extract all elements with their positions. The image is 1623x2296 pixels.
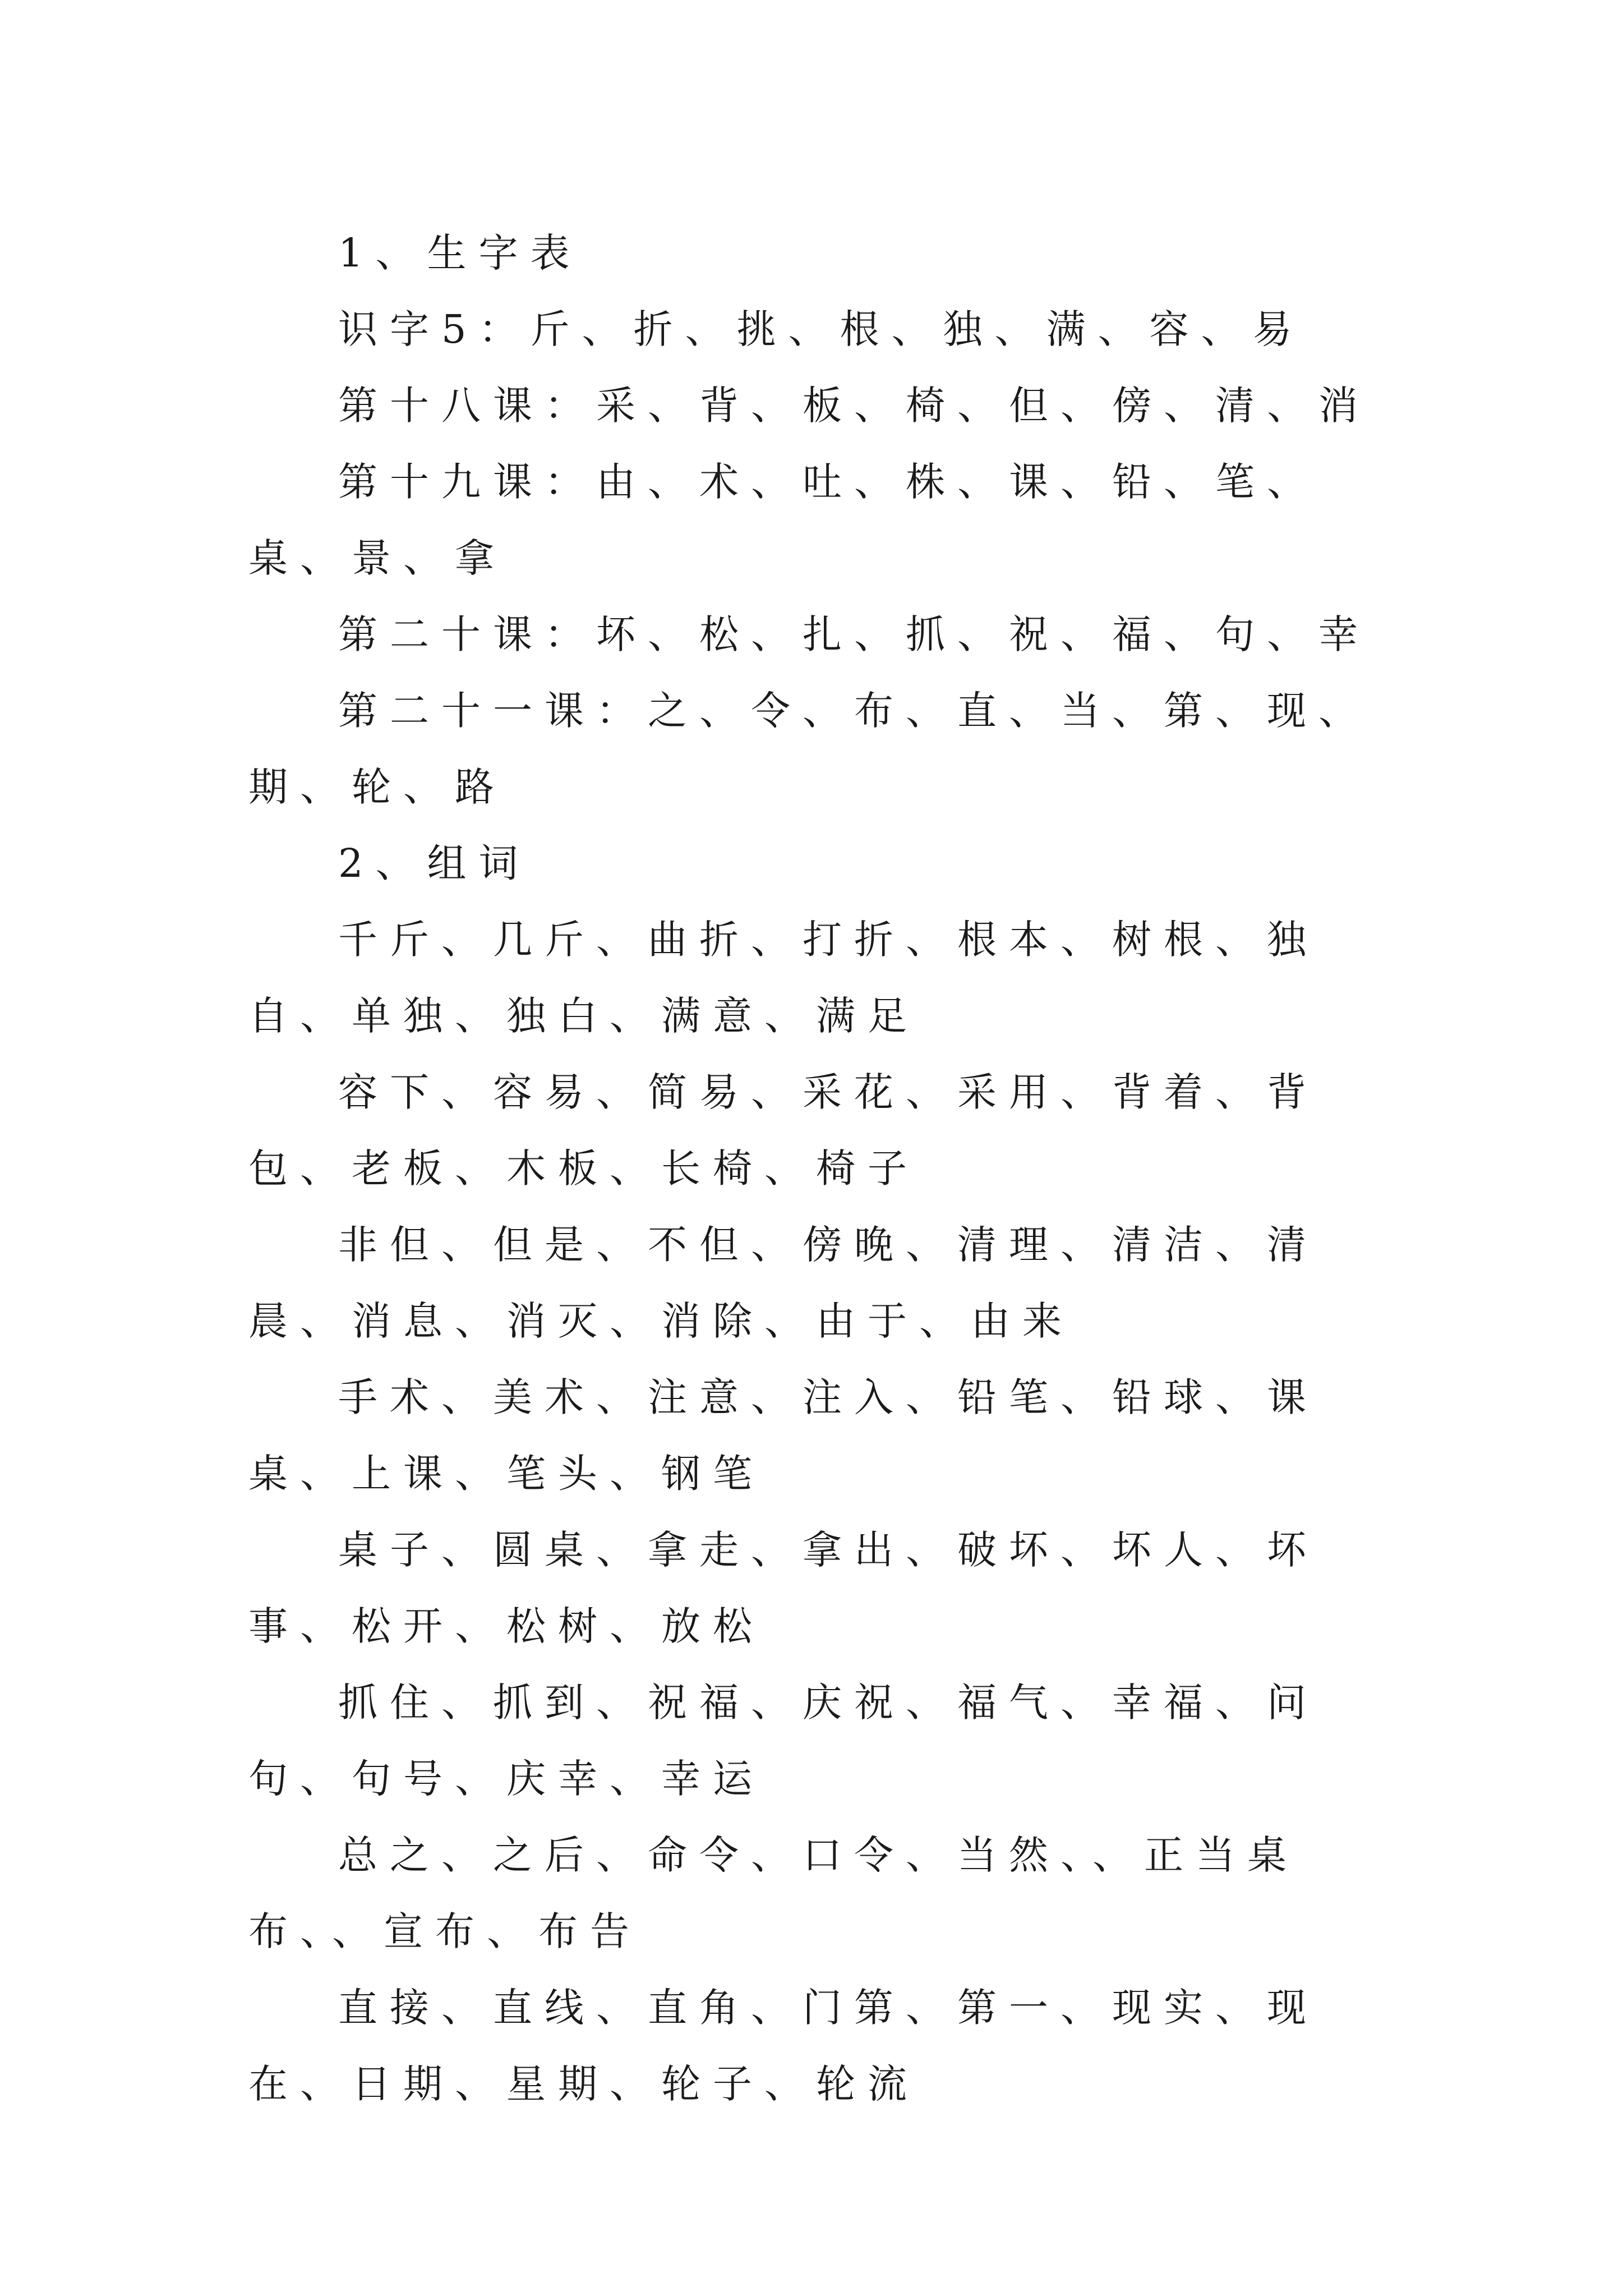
word-group-paragraph: 桌子、圆桌、拿走、拿出、破坏、坏人、坏事、松开、松树、放松 (248, 1527, 1318, 1649)
word-group-paragraph: 非但、但是、不但、傍晚、清理、清洁、清晨、消息、消灭、消除、由于、由来 (248, 1222, 1318, 1344)
word-group-paragraph: 千斤、几斤、曲折、打折、根本、树根、独自、单独、独白、满意、满足 (248, 917, 1318, 1039)
word-group-paragraph: 直接、直线、直角、门第、第一、现实、现在、日期、星期、轮子、轮流 (248, 1985, 1318, 2107)
lesson-line-literacy-5: 识字5：斤、折、挑、根、独、满、容、易 (338, 306, 1304, 352)
section-heading-words: 2、组词 (338, 840, 531, 886)
lesson-line-18: 第十八课：采、背、板、椅、但、傍、清、消 (338, 383, 1370, 429)
lesson-line-21: 第二十一课：之、令、布、直、当、第、现、期、轮、路 (248, 688, 1370, 810)
section-heading-characters: 1、生字表 (338, 230, 582, 276)
word-group-paragraph: 容下、容易、简易、采花、采用、背着、背包、老板、木板、长椅、椅子 (248, 1069, 1318, 1191)
lesson-line-19: 第十九课：由、术、吐、株、课、铅、笔、桌、景、拿 (248, 459, 1318, 581)
word-group-paragraph: 总之、之后、命令、口令、当然、、正当桌布、、宣布、布告 (248, 1832, 1299, 1954)
document-body (248, 215, 1404, 2122)
word-group-paragraph: 抓住、抓到、祝福、庆祝、福气、幸福、问句、句号、庆幸、幸运 (248, 1680, 1318, 1802)
word-group-paragraph: 手术、美术、注意、注入、铅笔、铅球、课桌、上课、笔头、钢笔 (248, 1374, 1318, 1497)
lesson-line-20: 第二十课：坏、松、扎、抓、祝、福、句、幸 (338, 611, 1370, 657)
